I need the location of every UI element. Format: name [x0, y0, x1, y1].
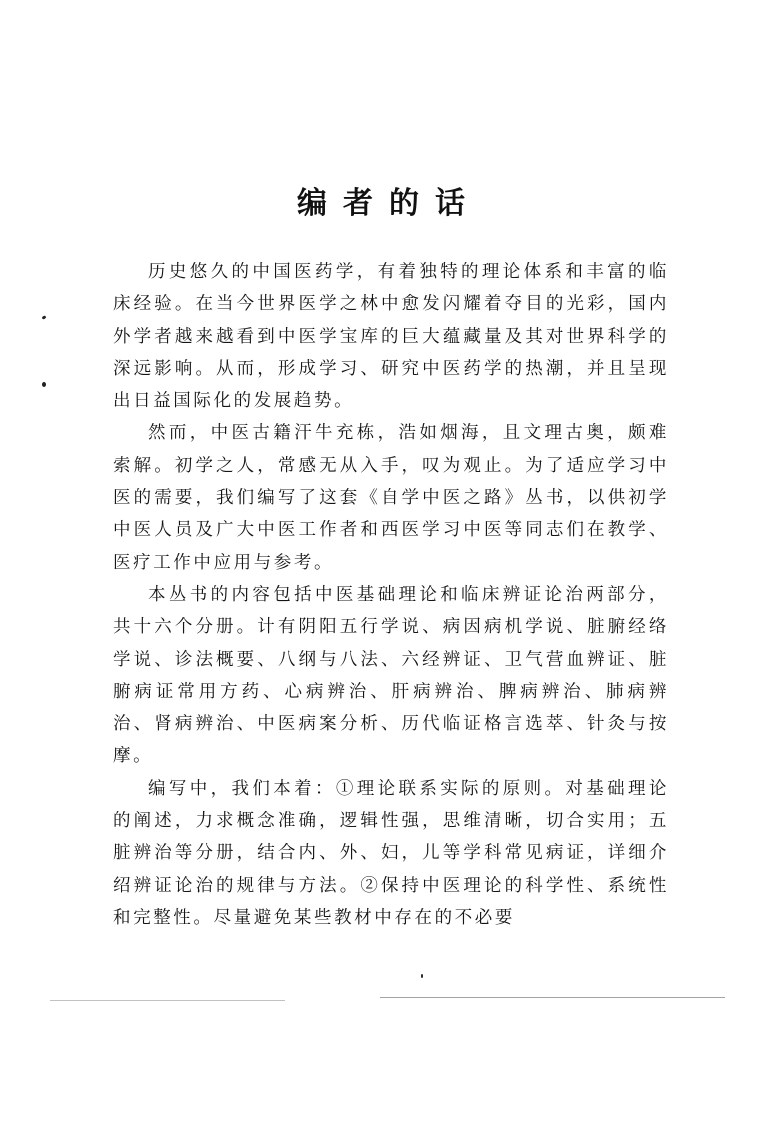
scan-speck	[42, 315, 47, 320]
paragraph-2: 然而，中医古籍汗牛充栋，浩如烟海，且文理古奥，颇难索解。初学之人，常感无从入手，叹为观止。为了适应学习中医的需要，我们编写了这套《自学中医之路》丛书，以供初学中医人员及广大中医工作者和西医学习中医等同志们在教学、医疗工作中应用与参考。	[113, 423, 669, 573]
scan-edge-line	[50, 1000, 285, 1001]
paragraph-1: 历史悠久的中国医药学，有着独特的理论体系和丰富的临床经验。在当今世界医学之林中愈发闪耀着夺目的光彩，国内外学者越来越看到中医学宝库的巨大蕴藏量及其对世界科学的深远影响。从而，形成学习、研究中医药学的热潮，并且呈现出日益国际化的发展趋势。	[113, 262, 669, 412]
page-title: 编者的话	[297, 186, 481, 221]
body-text	[113, 256, 669, 934]
scan-speck	[42, 382, 46, 387]
scan-edge-line	[380, 997, 725, 998]
paragraph-4: 编写中，我们本着：①理论联系实际的原则。对基础理论的阐述，力求概念准确，逻辑性强，思维清晰，切合实用；五脏辨治等分册，结合内、外、妇，儿等学科常见病证，详细介绍辨证论治的规律与方法。②保持中医理论的科学性、系统性和完整性。尽量避免某些教材中存在的不必要	[113, 778, 669, 928]
scan-speck	[421, 974, 423, 978]
paragraph-3: 本丛书的内容包括中医基础理论和临床辨证论治两部分，共十六个分册。计有阴阳五行学说、病因病机学说、脏腑经络学说、诊法概要、八纲与八法、六经辨证、卫气营血辨证、脏腑病证常用方药、心病辨治、肝病辨治、脾病辨治、肺病辨治、肾病辨治、中医病案分析、历代临证格言选萃、针灸与按摩。	[113, 584, 669, 767]
